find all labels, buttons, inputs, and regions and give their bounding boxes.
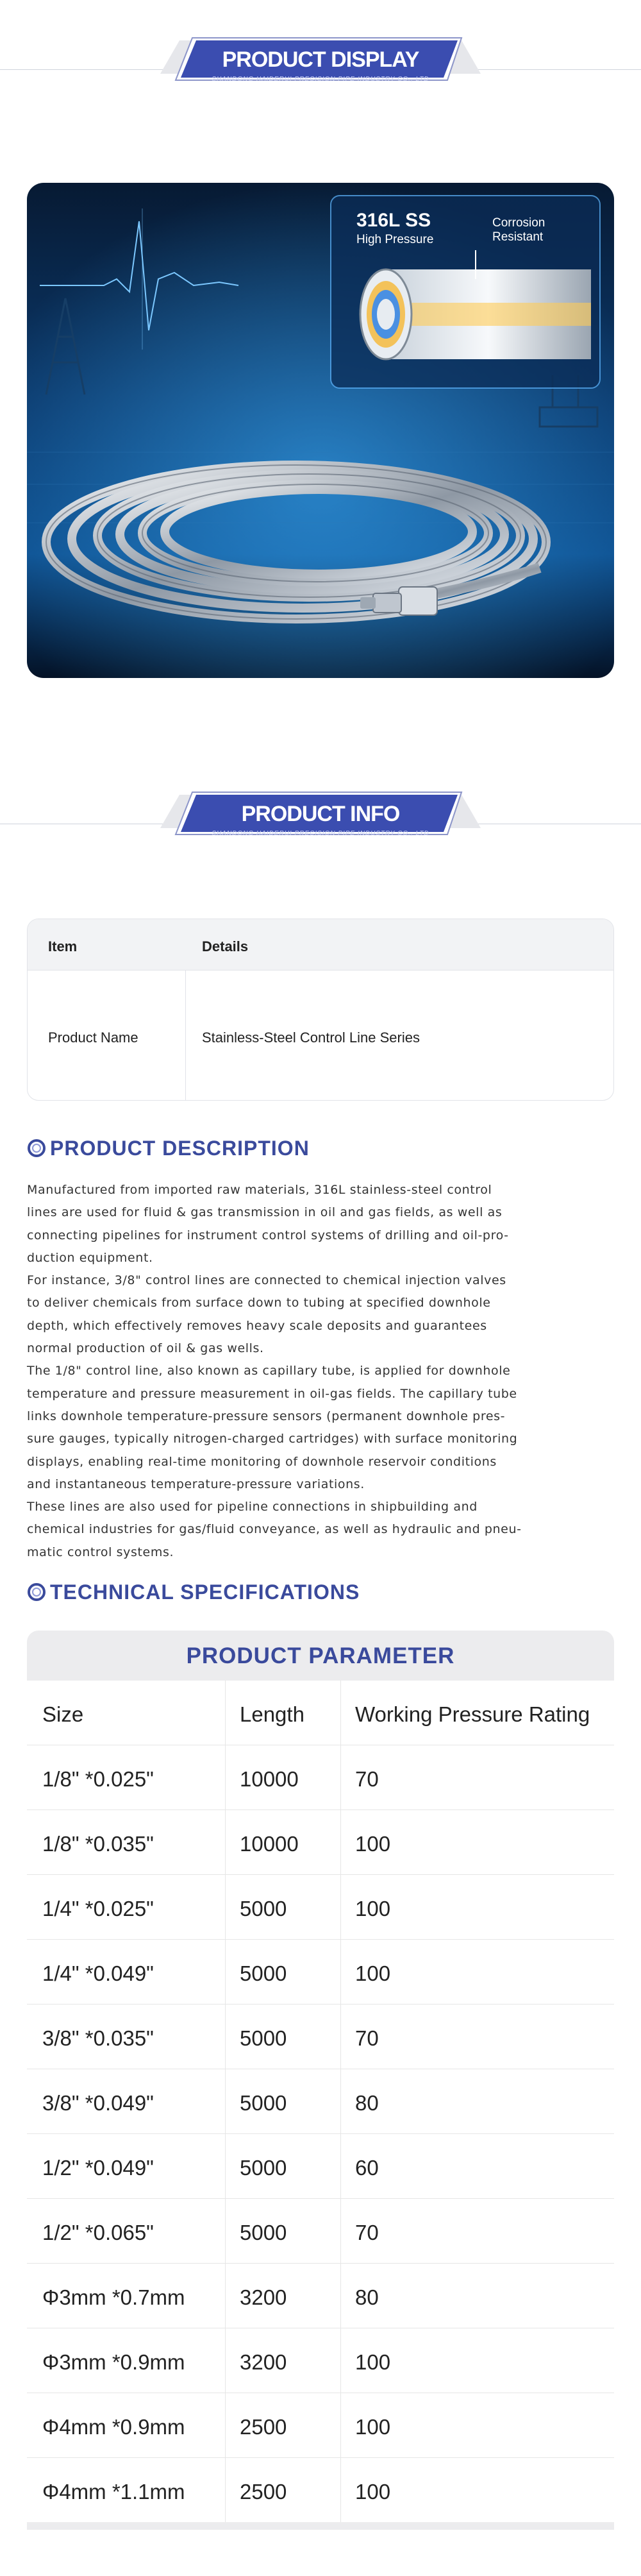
size-cell: 1/2" *0.065" — [42, 2221, 154, 2244]
length-cell: 5000 — [240, 1962, 287, 1985]
specs-heading — [27, 1579, 360, 1605]
length-cell: 5000 — [240, 2026, 287, 2050]
size-cell: Φ3mm *0.7mm — [42, 2285, 185, 2309]
pressure-cell: 80 — [355, 2285, 379, 2309]
size-cell: 1/4" *0.049" — [42, 1962, 154, 1985]
description-heading-text: PRODUCT DESCRIPTION — [50, 1136, 310, 1160]
callout-corrosion-1: Corrosion — [492, 216, 545, 230]
desc-line: lines are used for fluid & gas transmission in oil and gas fields, as well as — [27, 1205, 503, 1220]
size-cell: 1/8" *0.025" — [42, 1767, 154, 1791]
desc-line: normal production of oil & gas wells. — [27, 1341, 264, 1356]
desc-line: For instance, 3/8" control lines are connected to chemical injection valves — [27, 1273, 506, 1288]
desc-line: temperature and pressure measurement in oil-gas fields. The capillary tube — [27, 1386, 517, 1401]
table-row — [27, 1875, 614, 1940]
product-parameter-table — [27, 1631, 614, 2522]
product-info-banner — [0, 754, 641, 837]
pressure-cell: 70 — [355, 2221, 379, 2244]
callout-corrosion-2: Resistant — [492, 230, 544, 244]
product-display-banner — [0, 0, 641, 83]
header-pressure: Working Pressure Rating — [355, 1702, 590, 1726]
parameter-header-row — [27, 1681, 614, 1745]
ring-icon — [27, 1582, 46, 1602]
callout-material: 316L SS — [356, 210, 431, 231]
pressure-cell: 70 — [355, 2026, 379, 2050]
product-hero-image — [27, 183, 614, 678]
size-cell: 1/2" *0.049" — [42, 2156, 154, 2180]
length-cell: 2500 — [240, 2480, 287, 2504]
callout-pressure: High Pressure — [356, 233, 434, 246]
ring-icon — [27, 1139, 46, 1158]
desc-line: matic control systems. — [27, 1545, 174, 1559]
product-description — [27, 1179, 614, 1564]
desc-line: displays, enabling real-time monitoring of downhole reservoir conditions — [27, 1454, 497, 1469]
size-cell: 1/4" *0.025" — [42, 1897, 154, 1920]
header-size: Size — [42, 1702, 84, 1726]
description-heading — [27, 1135, 310, 1161]
length-cell: 5000 — [240, 1897, 287, 1920]
table-row — [27, 1745, 614, 1810]
pressure-cell: 100 — [355, 1962, 391, 1985]
row-item: Product Name — [48, 1030, 138, 1046]
table-row — [27, 2134, 614, 2199]
desc-line: connecting pipelines for instrument control systems of drilling and oil-pro- — [27, 1228, 509, 1242]
length-cell: 3200 — [240, 2285, 287, 2309]
desc-line: sure gauges, typically nitrogen-charged cartridges) with surface monitoring — [27, 1432, 518, 1446]
info-table-header — [28, 919, 613, 970]
parameter-rows — [27, 1681, 614, 2523]
column-divider — [225, 1681, 226, 2522]
desc-line: chemical industries for gas/fluid conveyance, as well as hydraulic and pneu- — [27, 1522, 522, 1537]
desc-line: to deliver chemicals from surface down to tubing at specified downhole — [27, 1296, 491, 1310]
pressure-cell: 60 — [355, 2156, 379, 2180]
length-cell: 10000 — [240, 1767, 299, 1791]
header-details: Details — [202, 938, 249, 954]
length-cell: 5000 — [240, 2091, 287, 2115]
column-divider — [340, 1681, 341, 2522]
header-item: Item — [48, 938, 78, 954]
table-row — [27, 2069, 614, 2134]
column-divider — [185, 970, 186, 1101]
pressure-cell: 100 — [355, 1832, 391, 1856]
table-row — [27, 2393, 614, 2458]
size-cell: 3/8" *0.035" — [42, 2026, 154, 2050]
desc-line: The 1/8" control line, also known as capillary tube, is applied for downhole — [27, 1364, 511, 1378]
size-cell: Φ4mm *1.1mm — [42, 2480, 185, 2504]
table-row — [27, 1810, 614, 1875]
table-row — [27, 1940, 614, 2004]
pressure-cell: 70 — [355, 1767, 379, 1791]
table-row — [27, 2328, 614, 2393]
desc-line: duction equipment. — [27, 1250, 153, 1265]
banner-title: PRODUCT DISPLAY — [222, 47, 419, 72]
banner-subtitle: SHANDONG HAIDERUI PRECISION PIPE INDUSTRY CO., LTD — [212, 76, 429, 83]
desc-line: links downhole temperature-pressure sensors (permanent downhole pres- — [27, 1409, 506, 1423]
parameter-table-footer — [27, 2522, 614, 2530]
steel-control-line-illustration — [27, 183, 614, 678]
table-row — [27, 2199, 614, 2264]
pressure-cell: 100 — [355, 2480, 391, 2504]
pressure-cell: 100 — [355, 2415, 391, 2439]
size-cell: Φ4mm *0.9mm — [42, 2415, 185, 2439]
desc-line: Manufactured from imported raw materials, 316L stainless-steel control — [27, 1183, 492, 1197]
parameter-table-title-text: PRODUCT PARAMETER — [186, 1643, 455, 1668]
length-cell: 3200 — [240, 2350, 287, 2374]
row-details: Stainless-Steel Control Line Series — [202, 1030, 420, 1046]
size-cell: 3/8" *0.049" — [42, 2091, 154, 2115]
parameter-table-title — [27, 1631, 614, 1681]
header-length: Length — [240, 1702, 304, 1726]
banner-subtitle: SHANDONG HAIDERUI PRECISION PIPE INDUSTRY CO., LTD — [212, 830, 429, 837]
table-row — [27, 2004, 614, 2069]
specs-heading-text: TECHNICAL SPECIFICATIONS — [50, 1580, 360, 1604]
pressure-cell: 100 — [355, 2350, 391, 2374]
pressure-cell: 80 — [355, 2091, 379, 2115]
length-cell: 5000 — [240, 2221, 287, 2244]
size-cell: Φ3mm *0.9mm — [42, 2350, 185, 2374]
length-cell: 10000 — [240, 1832, 299, 1856]
desc-line: and instantaneous temperature-pressure variations. — [27, 1477, 365, 1491]
length-cell: 5000 — [240, 2156, 287, 2180]
desc-line: These lines are also used for pipeline connections in shipbuilding and — [27, 1500, 478, 1514]
desc-line: depth, which effectively removes heavy scale deposits and guarantees — [27, 1318, 487, 1333]
pressure-cell: 100 — [355, 1897, 391, 1920]
table-row — [28, 970, 613, 1101]
banner-title: PRODUCT INFO — [241, 802, 400, 826]
length-cell: 2500 — [240, 2415, 287, 2439]
size-cell: 1/8" *0.035" — [42, 1832, 154, 1856]
table-row — [27, 2264, 614, 2328]
table-row — [27, 2458, 614, 2523]
product-info-table — [27, 919, 614, 1101]
